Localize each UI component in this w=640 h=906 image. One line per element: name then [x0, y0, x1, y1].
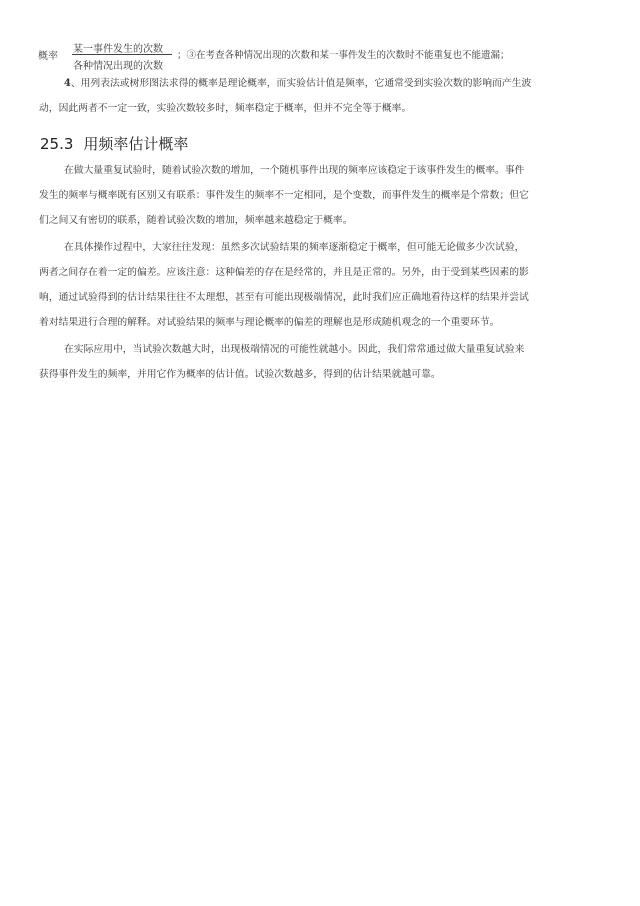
point4-text-1: 、用列表法或树形图法求得的概率是理论概率，而实验估计值是频率，它通常受到实验次数的影响而产生波: [70, 78, 532, 89]
paragraph-2-line-2: 两者之间存在着一定的偏差。应该注意：这种偏差的存在是经常的，并且是正常的。另外，由于受到某些因素的影: [39, 267, 529, 278]
formula-label: 概率: [38, 51, 58, 62]
formula-numerator: 某一事件发生的次数: [73, 44, 163, 55]
section-heading: [40, 133, 188, 154]
paragraph-2-line-3: 响，通过试验得到的估计结果往往不太理想，甚至有可能出现极端情况，此时我们应正确地看待这样的结果并尝试: [39, 292, 529, 303]
point4-line-1: [64, 79, 531, 89]
formula-tail-text: ；③在考查各种情况出现的次数和某一事件发生的次数时不能重复也不能遗漏；: [177, 50, 510, 61]
section-title: 用频率估计概率: [83, 135, 189, 153]
formula-denominator: 各种情况出现的次数: [73, 61, 163, 72]
point4-number: 4: [64, 78, 71, 89]
point4-line-2: 动，因此两者不一定一致，实验次数较多时，频率稳定于概率，但并不完全等于概率。: [39, 103, 412, 114]
paragraph-2-line-4: 着对结果进行合理的解释。对试验结果的频率与理论概率的偏差的理解也是形成随机观念的一个重要环节。: [39, 317, 500, 328]
paragraph-3-line-1: 在实际应用中，当试验次数越大时，出现极端情况的可能性就越小。因此，我们常常通过做大量重复试验来: [64, 344, 525, 355]
paragraph-3-line-2: 获得事件发生的频率，并用它作为概率的估计值。试验次数越多，得到的估计结果就越可靠。: [39, 369, 441, 380]
paragraph-1-line-2: 发生的频率与概率既有区别又有联系：事件发生的频率不一定相同，是个变数，而事件发生的概率是个常数；但它: [39, 190, 529, 201]
paragraph-2-line-1: 在具体操作过程中，大家往往发现：虽然多次试验结果的频率逐渐稳定于概率，但可能无论做多少次试验，: [64, 242, 525, 253]
fraction-bar: [72, 54, 172, 55]
paragraph-1-line-3: 们之间又有密切的联系，随着试验次数的增加，频率越来越稳定于概率。: [39, 215, 353, 226]
paragraph-1-line-1: 在做大量重复试验时，随着试验次数的增加，一个随机事件出现的频率应该稳定于该事件发生的概率。事件: [64, 165, 525, 176]
section-number: 25.3: [40, 135, 74, 153]
